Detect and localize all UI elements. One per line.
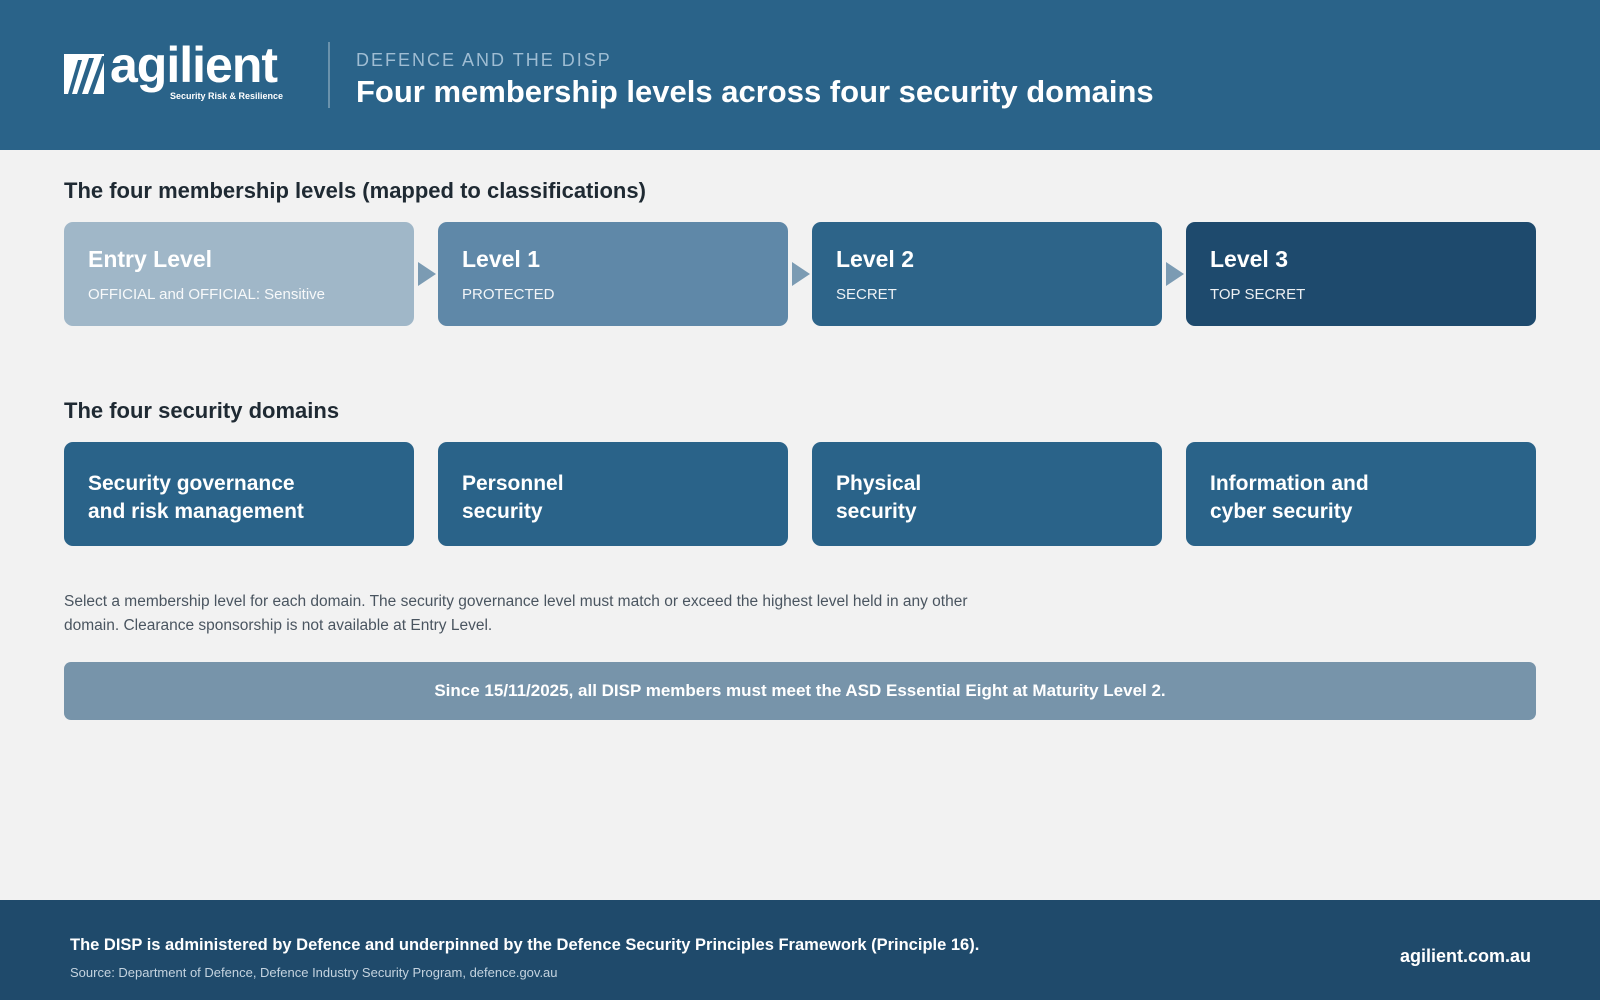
agilient-logo-mark-icon (64, 54, 104, 94)
level-classification: SECRET (836, 286, 897, 303)
header (0, 0, 1600, 150)
footer-statement: The DISP is administered by Defence and underpinned by the Defence Security Principles Framework (Principle 16). (70, 936, 980, 954)
level-name: Level 3 (1210, 246, 1288, 272)
level-card-1 (438, 222, 788, 326)
level-card-2 (812, 222, 1162, 326)
arrow-right-icon (1166, 262, 1184, 286)
domain-name: Physical security (836, 472, 922, 523)
level-classification: PROTECTED (462, 286, 555, 303)
level-card-entry (64, 222, 414, 326)
page-title: Four membership levels across four security domains (356, 74, 1154, 109)
eyebrow: DEFENCE AND THE DISP (356, 50, 612, 70)
logo-wordmark: agilient (110, 37, 278, 93)
level-name: Level 2 (836, 246, 914, 272)
selection-note: Select a membership level for each domain. The security governance level must match or exceed the highest level held in any other domain. Clearance sponsorship is not available at Entry Level. (64, 593, 968, 634)
domain-card-physical (812, 442, 1162, 546)
arrow-right-icon (792, 262, 810, 286)
essential-eight-banner: Since 15/11/2025, all DISP members must meet the ASD Essential Eight at Maturity Level 2. (64, 662, 1536, 720)
agilient-logo[interactable] (64, 37, 299, 106)
header-divider (328, 42, 330, 108)
level-name: Level 1 (462, 246, 540, 272)
logo-tagline: Security Risk & Resilience (170, 91, 284, 101)
level-classification: TOP SECRET (1210, 286, 1306, 303)
arrow-right-icon (418, 262, 436, 286)
footer-source: Source: Department of Defence, Defence Industry Security Program, defence.gov.au (70, 965, 558, 980)
level-card-3 (1186, 222, 1536, 326)
domain-card-personnel (438, 442, 788, 546)
levels-section-title: The four membership levels (mapped to classifications) (64, 178, 646, 203)
footer (0, 900, 1600, 1000)
domain-card-information-cyber (1186, 442, 1536, 546)
footer-website-link[interactable]: agilient.com.au (1399, 946, 1531, 966)
level-name: Entry Level (88, 246, 212, 272)
domains-section-title: The four security domains (64, 398, 340, 423)
level-classification: OFFICIAL and OFFICIAL: Sensitive (88, 286, 326, 303)
domain-name: Security governance and risk management (88, 472, 304, 523)
domain-name: Information and cyber security (1210, 472, 1369, 523)
domain-card-governance (64, 442, 414, 546)
domain-name: Personnel security (462, 472, 564, 523)
